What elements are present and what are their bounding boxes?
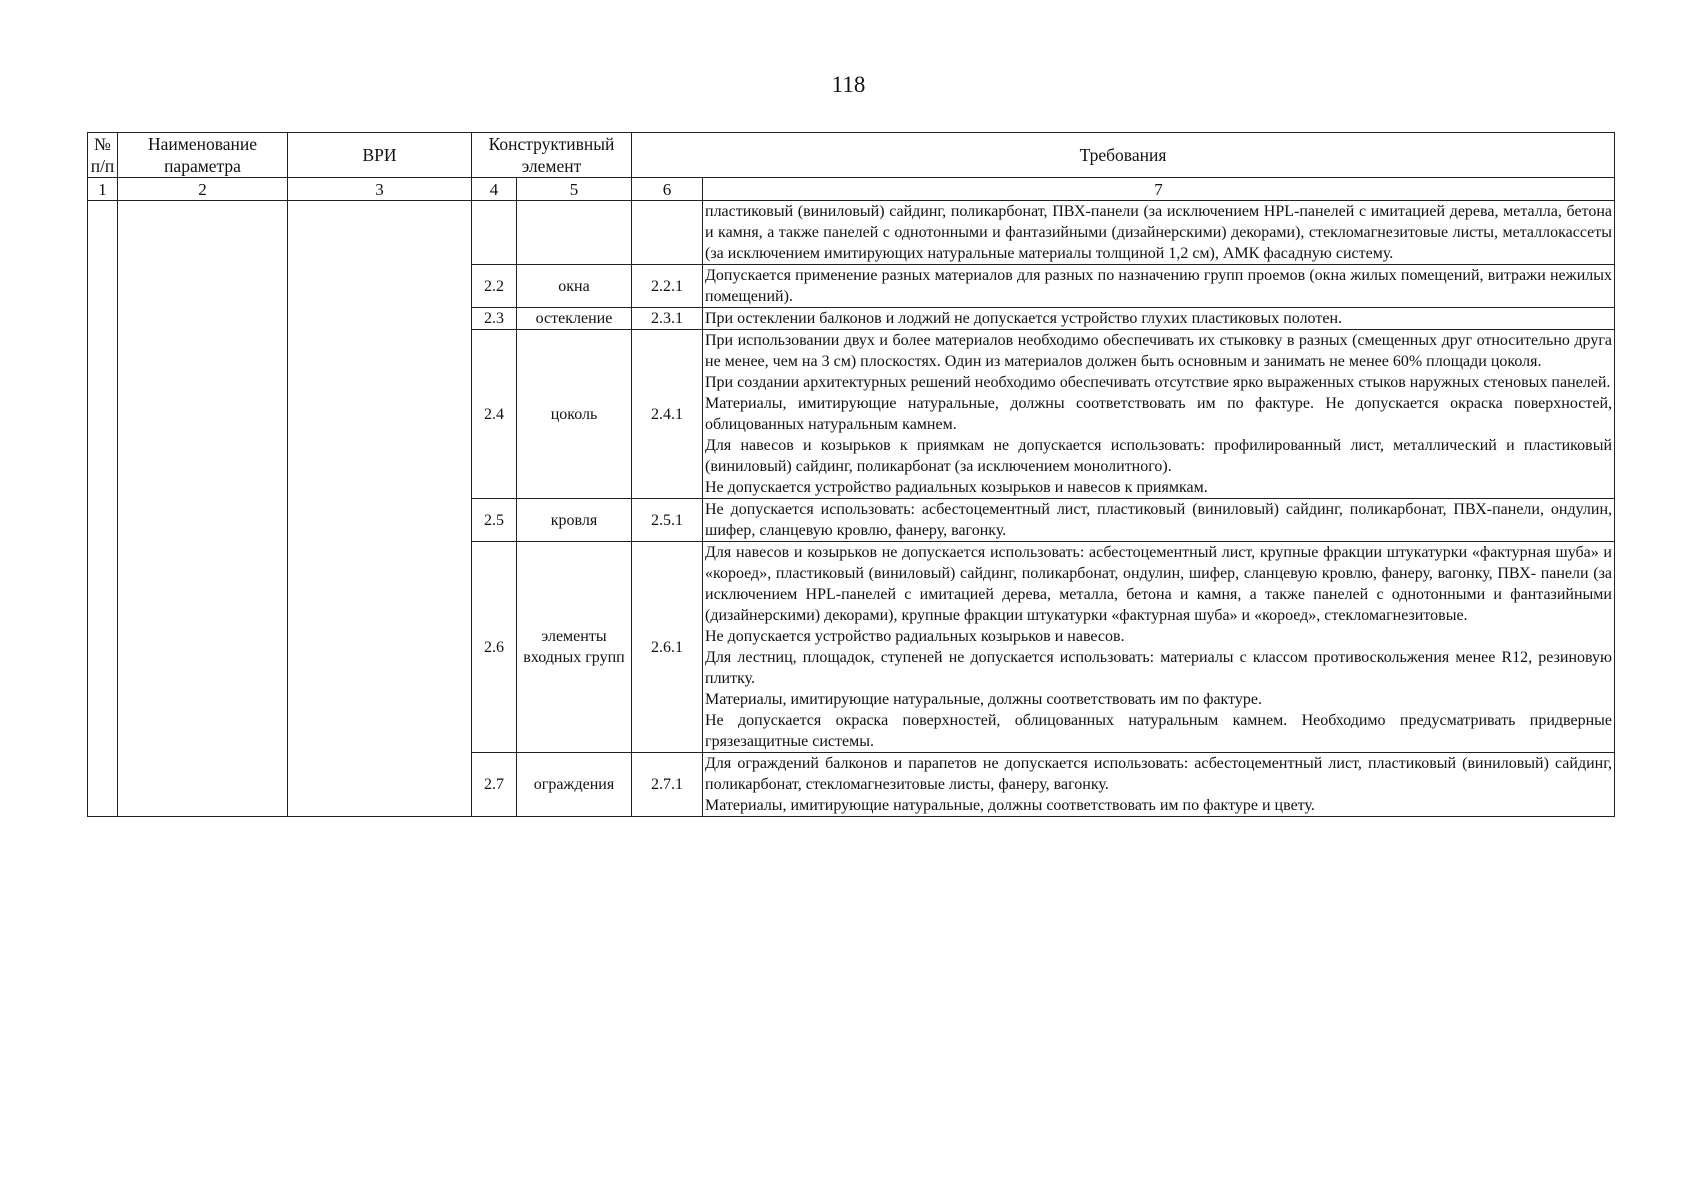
requirement-paragraph: Материалы, имитирующие натуральные, должны соответствовать им по фактуре. (705, 691, 1262, 708)
requirement-paragraph: Не допускается устройство радиальных козырьков и навесов. (705, 628, 1125, 645)
header-parameter: Наименование параметра (118, 133, 288, 178)
requirement-text-cell (703, 542, 1615, 753)
requirement-paragraph: Материалы, имитирующие натуральные, должны соответствовать им по фактуре. Не допускается окраска поверхностей, облицованных натуральным камнем. (705, 395, 1612, 433)
vri-cell (288, 201, 472, 817)
requirement-paragraph: Допускается применение разных материалов для разных по назначению групп проемов (окна жилых помещений, витражи нежилых помещений). (705, 267, 1612, 305)
requirement-code-cell: 2.3.1 (632, 308, 703, 330)
header-vri: ВРИ (288, 133, 472, 178)
requirement-paragraph: При использовании двух и более материалов необходимо обеспечивать их стыковку в разных (смещенных друг относительно друга не менее, чем на 3 см) плоскостях. Один из материалов должен быть основным и занимать не менее 60% площади цоколя. (705, 332, 1612, 370)
requirement-paragraph: При остеклении балконов и лоджий не допускается устройство глухих пластиковых полотен. (705, 310, 1342, 327)
element-code-cell: 2.4 (472, 330, 517, 499)
column-number: 7 (703, 178, 1615, 201)
requirement-paragraph: При создании архитектурных решений необходимо обеспечивать отсутствие ярко выраженных стыков наружных стеновых панелей. (705, 374, 1611, 391)
requirement-paragraph: Не допускается использовать: асбестоцементный лист, пластиковый (виниловый) сайдинг, поликарбонат, ПВХ-панели, ондулин, шифер, сланцевую кровлю, фанеру, вагонку. (705, 501, 1612, 539)
requirement-code-cell: 2.7.1 (632, 753, 703, 817)
element-name-cell: остекление (517, 308, 632, 330)
column-number: 5 (517, 178, 632, 201)
element-code-cell: 2.6 (472, 542, 517, 753)
column-number: 4 (472, 178, 517, 201)
requirement-code-cell: 2.4.1 (632, 330, 703, 499)
requirement-code-cell: 2.6.1 (632, 542, 703, 753)
header-requirements: Требования (632, 133, 1615, 178)
requirement-paragraph: Не допускается устройство радиальных козырьков и навесов к приямкам. (705, 479, 1208, 496)
element-code-cell: 2.5 (472, 499, 517, 542)
requirement-text-cell (703, 265, 1615, 308)
element-name-cell: окна (517, 265, 632, 308)
requirement-text-cell (703, 308, 1615, 330)
table-row-continuation (88, 201, 1615, 265)
element-code-cell (472, 201, 517, 265)
requirement-paragraph: Не допускается окраска поверхностей, облицованных натуральным камнем. Необходимо предусматривать придверные грязезащитные системы. (705, 712, 1612, 750)
row-number-cell (88, 201, 118, 817)
column-number: 3 (288, 178, 472, 201)
element-code-cell: 2.7 (472, 753, 517, 817)
requirement-paragraph: Для ограждений балконов и парапетов не допускается использовать: асбестоцементный лист, пластиковый (виниловый) сайдинг, поликарбонат, стекломагнезитовые листы, фанеру, вагонку. (705, 755, 1612, 793)
requirement-paragraph: пластиковый (виниловый) сайдинг, поликарбонат, ПВХ-панели (за исключением HPL-панелей с имитацией дерева, металла, бетона и камня, а также панелей с однотонными и фантазийными (дизайнерскими) декорами), стекломагнезитовые листы, металлокассеты (за исключением имитирующих натуральные материалы толщиной 1,2 см), АМК фасадную систему. (705, 203, 1612, 262)
header-number: № п/п (88, 133, 118, 178)
requirement-text-cell (703, 201, 1615, 265)
requirement-text-cell (703, 753, 1615, 817)
requirement-code-cell (632, 201, 703, 265)
requirement-paragraph: Материалы, имитирующие натуральные, должны соответствовать им по фактуре и цвету. (705, 797, 1315, 814)
column-number: 2 (118, 178, 288, 201)
requirement-paragraph: Для лестниц, площадок, ступеней не допускается использовать: материалы с классом противоскольжения менее R12, резиновую плитку. (705, 649, 1612, 687)
header-structural-element: Конструктивный элемент (472, 133, 632, 178)
element-name-cell: цоколь (517, 330, 632, 499)
column-numbering-row (88, 178, 1615, 201)
element-code-cell: 2.3 (472, 308, 517, 330)
requirement-text-cell (703, 499, 1615, 542)
element-name-cell: кровля (517, 499, 632, 542)
column-number: 6 (632, 178, 703, 201)
element-name-cell: ограждения (517, 753, 632, 817)
parameter-name-cell (118, 201, 288, 817)
page-number: 118 (831, 72, 866, 97)
requirement-code-cell: 2.2.1 (632, 265, 703, 308)
column-number: 1 (88, 178, 118, 201)
table-header-row (88, 133, 1615, 178)
requirement-paragraph: Для навесов и козырьков не допускается использовать: асбестоцементный лист, крупные фракции штукатурки «фактурная шуба» и «короед», пластиковый (виниловый) сайдинг, поликарбонат, ондулин, шифер, сланцевую кровлю, фанеру, вагонку, ПВХ- панели (за исключением HPL-панелей с имитацией дерева, металла, бетона и камня, а также панелей с однотонными и фантазийными (дизайнерскими) декорами), крупные фракции штукатурки «фактурная шуба» и «короед», стекломагнезитовые. (705, 544, 1612, 624)
requirement-text-cell (703, 330, 1615, 499)
element-code-cell: 2.2 (472, 265, 517, 308)
element-name-cell (517, 201, 632, 265)
requirement-code-cell: 2.5.1 (632, 499, 703, 542)
element-name-cell: элементы входных групп (517, 542, 632, 753)
requirement-paragraph: Для навесов и козырьков к приямкам не допускается использовать: профилированный лист, металлический и пластиковый (виниловый) сайдинг, поликарбонат (за исключением монолитного). (705, 437, 1612, 475)
requirements-table (87, 132, 1615, 817)
